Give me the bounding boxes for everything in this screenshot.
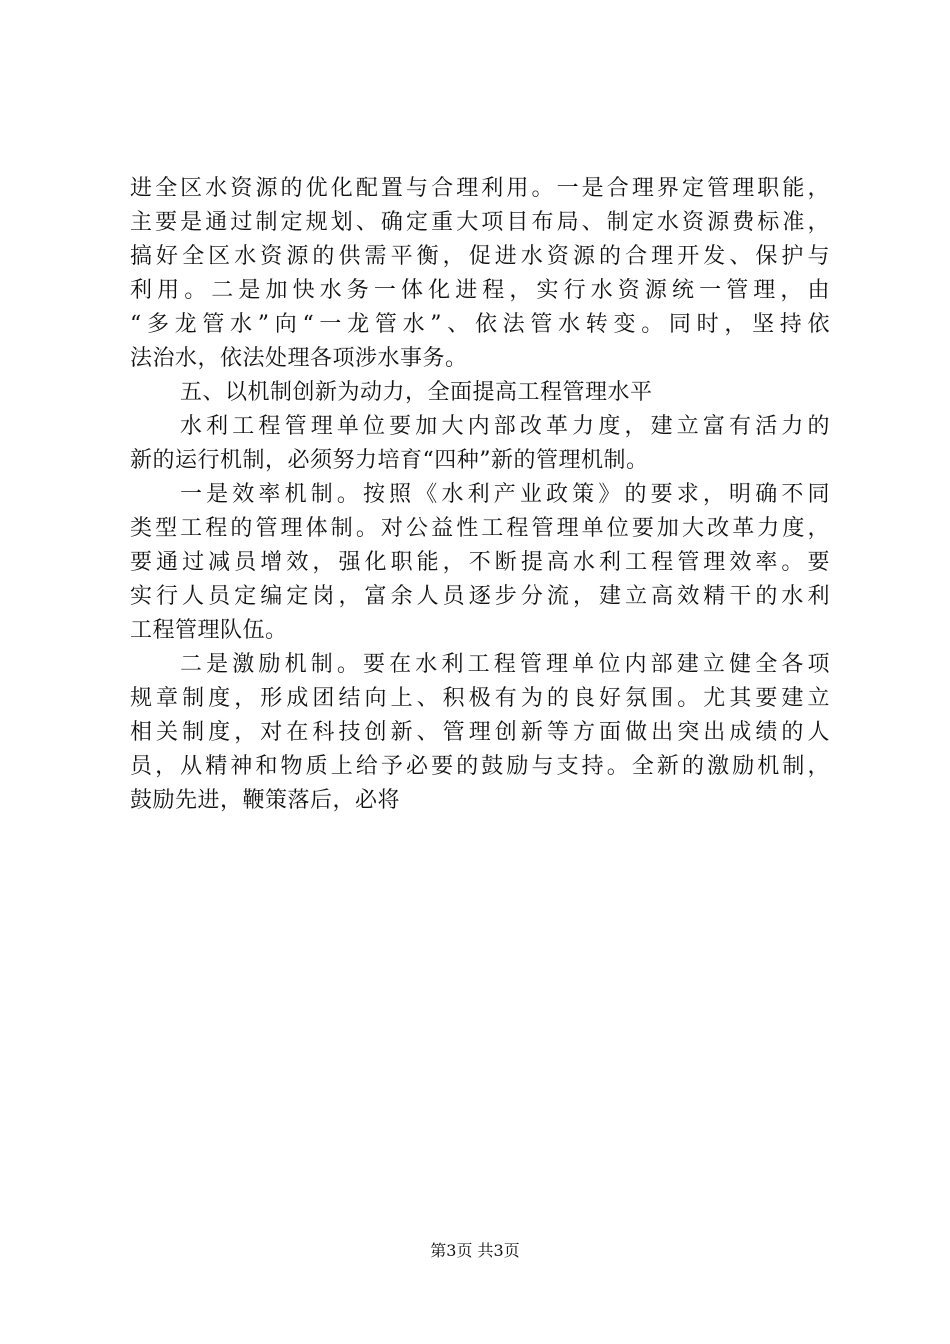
text-line: 进全区水资源的优化配置与合理利用。一是合理界定管理职能， xyxy=(130,176,830,201)
text-line: 搞好全区水资源的供需平衡，促进水资源的合理开发、保护与 xyxy=(130,244,830,269)
text-line: 工程管理队伍。 xyxy=(130,618,288,643)
text-line: 实行人员定编定岗，富余人员逐步分流，建立高效精干的水利 xyxy=(130,584,830,609)
text-line: 相关制度，对在科技创新、管理创新等方面做出突出成绩的人 xyxy=(130,720,830,745)
text-line: 鼓励先进，鞭策落后，必将 xyxy=(130,788,401,813)
paragraph-start-line: 二是激励机制。要在水利工程管理单位内部建立健全各项 xyxy=(180,652,830,677)
text-line: 要通过减员增效，强化职能，不断提高水利工程管理效率。要 xyxy=(130,550,830,575)
text-line: 新的运行机制，必须努力培育“四种”新的管理机制。 xyxy=(130,448,649,473)
paragraph-start-line: 水利工程管理单位要加大内部改革力度，建立富有活力的 xyxy=(180,414,830,439)
section-heading: 五、以机制创新为动力，全面提高工程管理水平 xyxy=(180,380,653,405)
page-number-footer: 第3页 共3页 xyxy=(430,1241,520,1260)
text-line: 员，从精神和物质上给予必要的鼓励与支持。全新的激励机制， xyxy=(130,754,830,779)
text-line: “多龙管水”向“一龙管水”、依法管水转变。同时，坚持依 xyxy=(130,312,830,337)
text-line: 利用。二是加快水务一体化进程，实行水资源统一管理，由 xyxy=(130,278,830,303)
paragraph-start-line: 一是效率机制。按照《水利产业政策》的要求，明确不同 xyxy=(180,482,830,507)
text-line: 类型工程的管理体制。对公益性工程管理单位要加大改革力度， xyxy=(130,516,830,541)
text-line: 规章制度，形成团结向上、积极有为的良好氛围。尤其要建立 xyxy=(130,686,830,711)
text-line: 法治水，依法处理各项涉水事务。 xyxy=(130,346,468,371)
document-body xyxy=(130,172,830,818)
text-line: 主要是通过制定规划、确定重大项目布局、制定水资源费标准， xyxy=(130,210,830,235)
